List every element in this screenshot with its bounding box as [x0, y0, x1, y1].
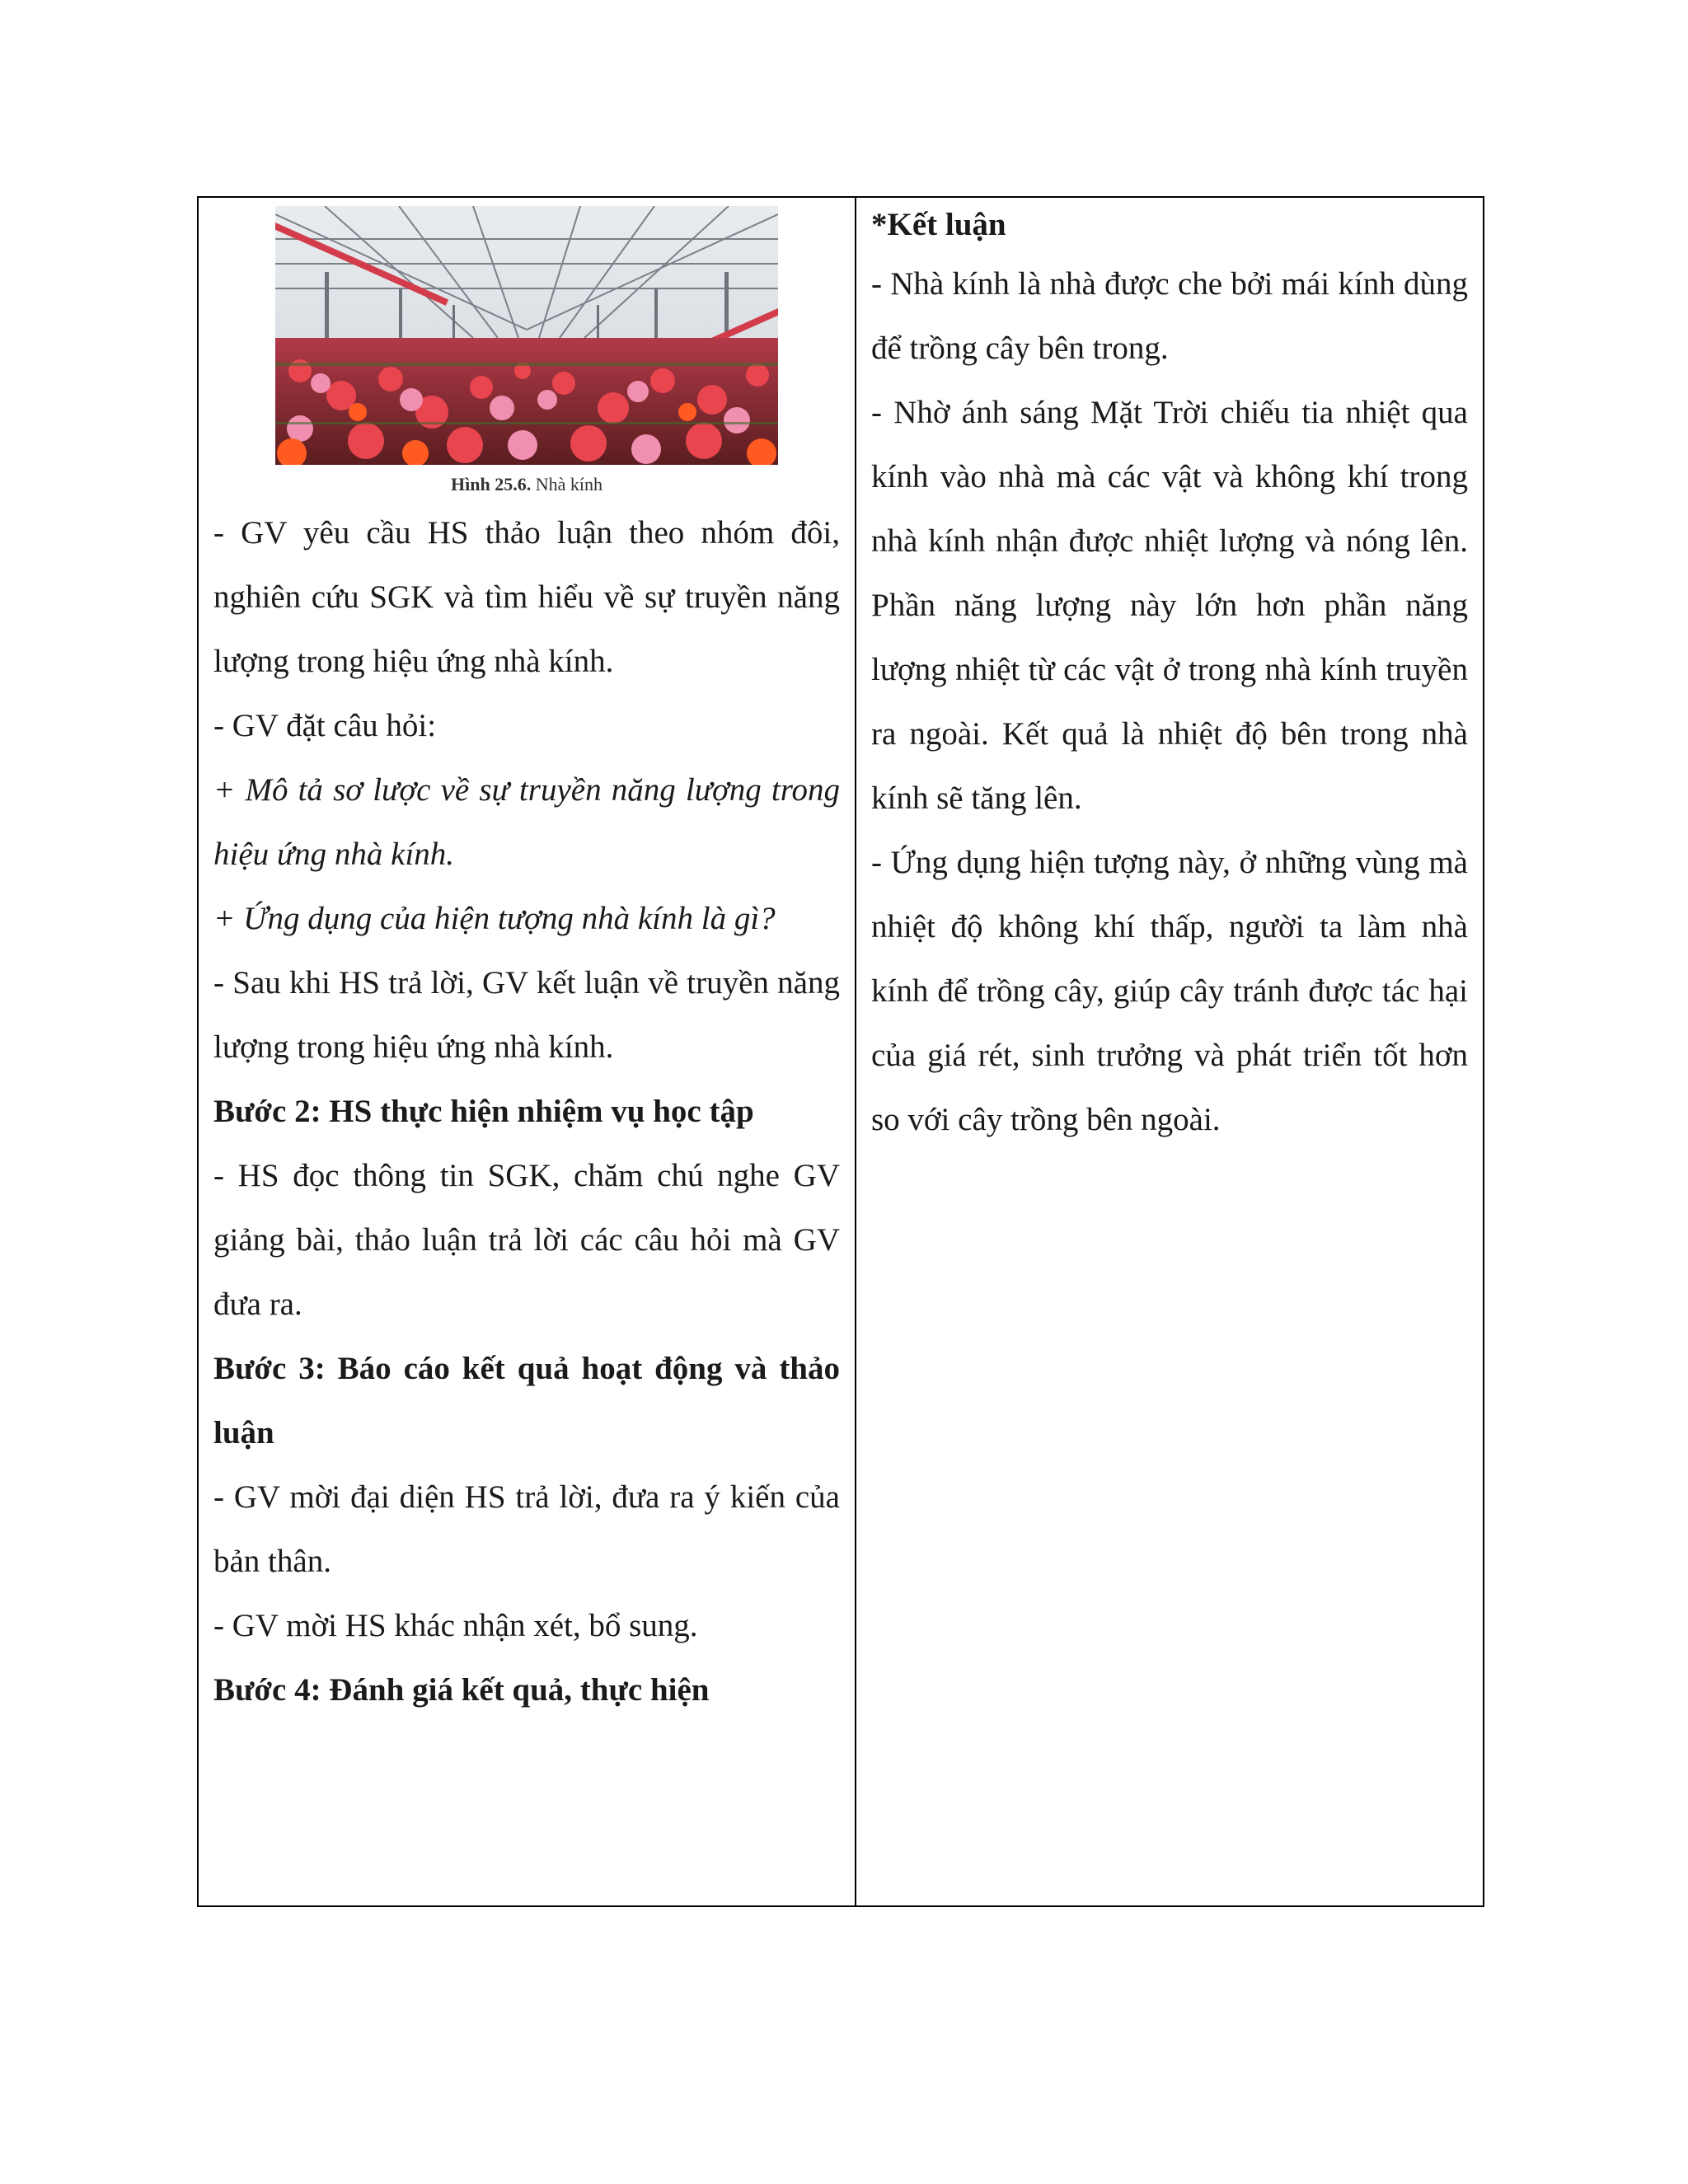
conclusion-heading: *Kết luận	[871, 207, 1006, 242]
right-paragraph-1: - Nhà kính là nhà được che bởi mái kính dùng để trồng cây bên trong.	[871, 266, 1468, 366]
left-paragraph-4: + Ứng dụng của hiện tượng nhà kính là gì?	[213, 901, 776, 936]
figure-greenhouse	[213, 206, 840, 496]
left-column	[199, 198, 856, 1905]
figure-caption-text: Nhà kính	[535, 474, 603, 494]
step-2-heading: Bước 2: HS thực hiện nhiệm vụ học tập	[213, 1094, 754, 1129]
step-4-heading: Bước 4: Đánh giá kết quả, thực hiện	[213, 1672, 710, 1708]
lesson-table	[197, 196, 1484, 1907]
step-3-heading: Bước 3: Báo cáo kết quả hoạt động và thảo luận	[213, 1351, 840, 1451]
figure-caption	[213, 473, 840, 496]
left-paragraph-9: - GV mời đại diện HS trả lời, đưa ra ý kiến của bản thân.	[213, 1479, 840, 1579]
left-paragraph-1: - GV yêu cầu HS thảo luận theo nhóm đôi, nghiên cứu SGK và tìm hiểu về sự truyền năng lượng trong hiệu ứng nhà kính.	[213, 515, 840, 679]
left-paragraph-7: - HS đọc thông tin SGK, chăm chú nghe GV giảng bài, thảo luận trả lời các câu hỏi mà GV đưa ra.	[213, 1158, 840, 1322]
left-paragraph-2: - GV đặt câu hỏi:	[213, 708, 437, 743]
figure-caption-number: Hình 25.6.	[451, 474, 532, 494]
right-column	[856, 198, 1483, 1905]
left-paragraph-3: + Mô tả sơ lược về sự truyền năng lượng trong hiệu ứng nhà kính.	[213, 772, 840, 872]
right-paragraph-3: - Ứng dụng hiện tượng này, ở những vùng mà nhiệt độ không khí thấp, người ta làm nhà kính để trồng cây, giúp cây tránh được tác hại của giá rét, sinh trưởng và phát triển tốt hơn so với cây trồng bên ngoài.	[871, 845, 1468, 1137]
left-paragraph-5: - Sau khi HS trả lời, GV kết luận về truyền năng lượng trong hiệu ứng nhà kính.	[213, 965, 840, 1065]
left-paragraph-10: - GV mời HS khác nhận xét, bổ sung.	[213, 1608, 698, 1643]
greenhouse-photo	[275, 206, 778, 465]
right-paragraph-2: - Nhờ ánh sáng Mặt Trời chiếu tia nhiệt qua kính vào nhà mà các vật và không khí trong nhà kính nhận được nhiệt lượng và nóng lên. Phần năng lượng này lớn hơn phần năng lượng nhiệt từ các vật ở trong nhà kính truyền ra ngoài. Kết quả là nhiệt độ bên trong nhà kính sẽ tăng lên.	[871, 395, 1468, 816]
